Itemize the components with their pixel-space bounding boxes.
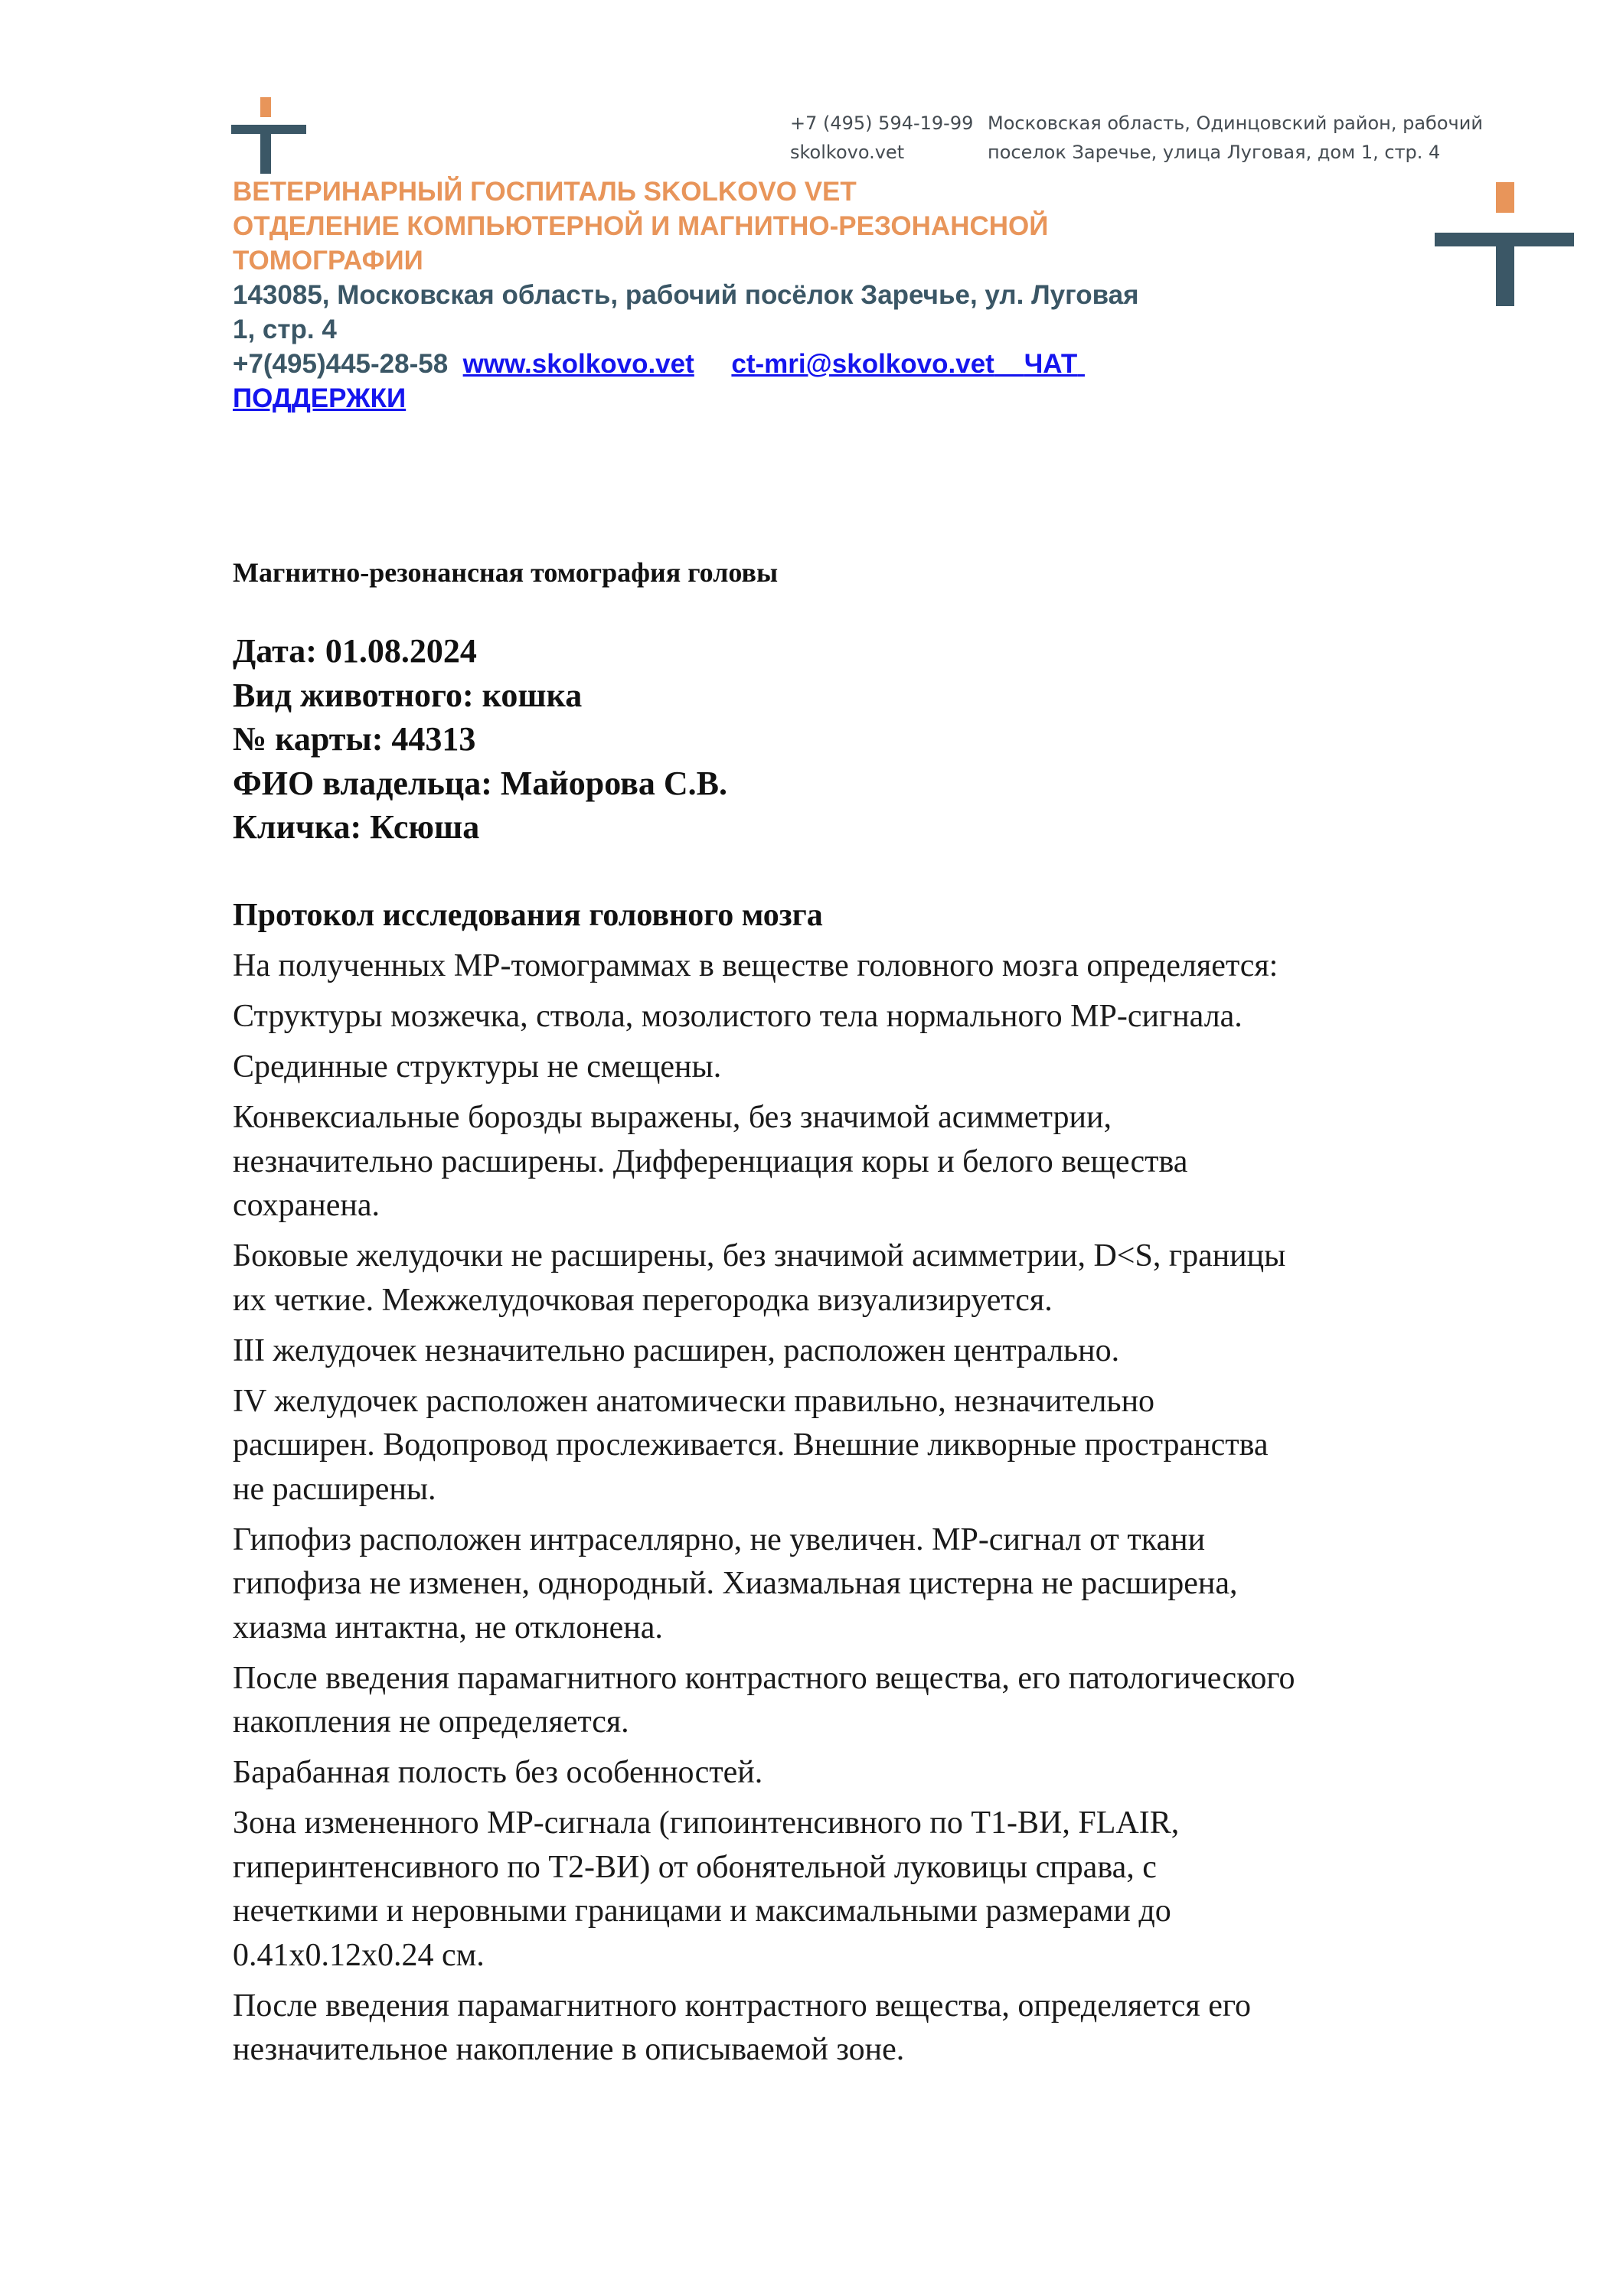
- owner-name: ФИО владельца: Майорова С.В.: [233, 764, 727, 802]
- skolkovo-logo-small-icon: [231, 97, 306, 174]
- hospital-phone: +7(495)445-28-58: [233, 349, 449, 379]
- pet-name: Кличка: Ксюша: [233, 808, 480, 846]
- protocol-paragraph: [233, 1096, 1534, 1228]
- protocol-line: гиперинтенсивного по Т2-ВИ) от обонятельной луковицы справа, с: [233, 1849, 1157, 1885]
- protocol-paragraph: [233, 1985, 1534, 2073]
- department-name: ОТДЕЛЕНИЕ КОМПЬЮТЕРНОЙ И МАГНИТНО-РЕЗОНАНСНОЙ: [233, 211, 1049, 241]
- email-text: ct-mri@skolkovo.vet: [731, 349, 994, 379]
- protocol-paragraph: [233, 995, 1534, 1039]
- top-contacts: [790, 109, 973, 167]
- protocol-line: 0.41х0.12х0.24 см.: [233, 1937, 485, 1973]
- protocol-line: Зона измененного МР-сигнала (гипоинтенсивного по Т1-ВИ, FLAIR,: [233, 1805, 1180, 1841]
- skolkovo-logo-large-icon: [1435, 182, 1574, 306]
- protocol-line: нечеткими и неровными границами и максимальными размерами до: [233, 1893, 1171, 1929]
- protocol-line: накопления не определяется.: [233, 1704, 629, 1740]
- protocol-body: [233, 944, 1534, 2079]
- protocol-paragraph: [233, 944, 1534, 989]
- protocol-line: После введения парамагнитного контрастного вещества, его патологического: [233, 1660, 1295, 1696]
- protocol-paragraph: [233, 1518, 1534, 1651]
- protocol-paragraph: [233, 1329, 1534, 1374]
- protocol-line: Срединные структуры не смещены.: [233, 1049, 722, 1084]
- protocol-line: Гипофиз расположен интраселлярно, не увеличен. МР-сигнал от ткани: [233, 1521, 1206, 1557]
- patient-info: [233, 629, 727, 850]
- top-address: [988, 109, 1483, 167]
- protocol-paragraph: [233, 1380, 1534, 1512]
- top-site: skolkovo.vet: [790, 142, 905, 163]
- chat-support-text: ЧАТ: [1024, 349, 1078, 379]
- department-name-continued: ТОМОГРАФИИ: [233, 246, 423, 276]
- protocol-line: сохранена.: [233, 1188, 380, 1223]
- protocol-heading: Протокол исследования головного мозга: [233, 898, 823, 933]
- protocol-line: расширен. Водопровод прослеживается. Внешние ликворные пространства: [233, 1427, 1269, 1463]
- hospital-address-continued: 1, стр. 4: [233, 315, 337, 344]
- protocol-line: гипофиза не изменен, однородный. Хиазмальная цистерна не расширена,: [233, 1566, 1238, 1601]
- letterhead: [233, 174, 1305, 416]
- protocol-line: Боковые желудочки не расширены, без значимой асимметрии, D<S, границы: [233, 1238, 1286, 1274]
- protocol-paragraph: [233, 1234, 1534, 1322]
- hospital-address: 143085, Московская область, рабочий посёлок Заречье, ул. Луговая: [233, 280, 1139, 310]
- protocol-line: IV желудочек расположен анатомически правильно, незначительно: [233, 1383, 1155, 1419]
- protocol-line: хиазма интактна, не отклонена.: [233, 1609, 663, 1645]
- protocol-line: незначительное накопление в описываемой зоне.: [233, 2032, 905, 2067]
- protocol-paragraph: [233, 1045, 1534, 1090]
- top-address-line: Московская область, Одинцовский район, рабочий: [988, 113, 1483, 134]
- top-phone: +7 (495) 594-19-99: [790, 113, 974, 134]
- protocol-line: Конвексиальные борозды выражены, без значимой асимметрии,: [233, 1100, 1112, 1135]
- protocol-line: Структуры мозжечка, ствола, мозолистого тела нормального МР-сигнала.: [233, 999, 1243, 1034]
- protocol-line: После введения парамагнитного контрастного вещества, определяется его: [233, 1988, 1252, 2024]
- exam-date: Дата: 01.08.2024: [233, 632, 477, 670]
- protocol-line: их четкие. Межжелудочковая перегородка визуализируется.: [233, 1282, 1053, 1318]
- document-title: Магнитно-резонансная томография головы: [233, 557, 779, 588]
- email-link[interactable]: [731, 349, 1085, 379]
- protocol-paragraph: [233, 1802, 1534, 1978]
- protocol-line: Барабанная полость без особенностей.: [233, 1755, 763, 1790]
- website-link[interactable]: www.skolkovo.vet: [462, 349, 694, 379]
- top-address-line: поселок Заречье, улица Луговая, дом 1, стр. 4: [988, 142, 1441, 163]
- protocol-line: III желудочек незначительно расширен, расположен центрально.: [233, 1332, 1120, 1368]
- protocol-paragraph: [233, 1751, 1534, 1795]
- hospital-name: ВЕТЕРИНАРНЫЙ ГОСПИТАЛЬ SKOLKOVO VET: [233, 177, 857, 207]
- protocol-line: незначительно расширены. Дифференциация коры и белого вещества: [233, 1143, 1188, 1179]
- protocol-paragraph: [233, 1657, 1534, 1745]
- protocol-line: На полученных МР-томограммах в веществе головного мозга определяется:: [233, 948, 1278, 983]
- animal-species: Вид животного: кошка: [233, 676, 583, 714]
- protocol-line: не расширены.: [233, 1471, 436, 1507]
- card-number: № карты: 44313: [233, 720, 476, 758]
- chat-support-link[interactable]: ПОДДЕРЖКИ: [233, 383, 407, 413]
